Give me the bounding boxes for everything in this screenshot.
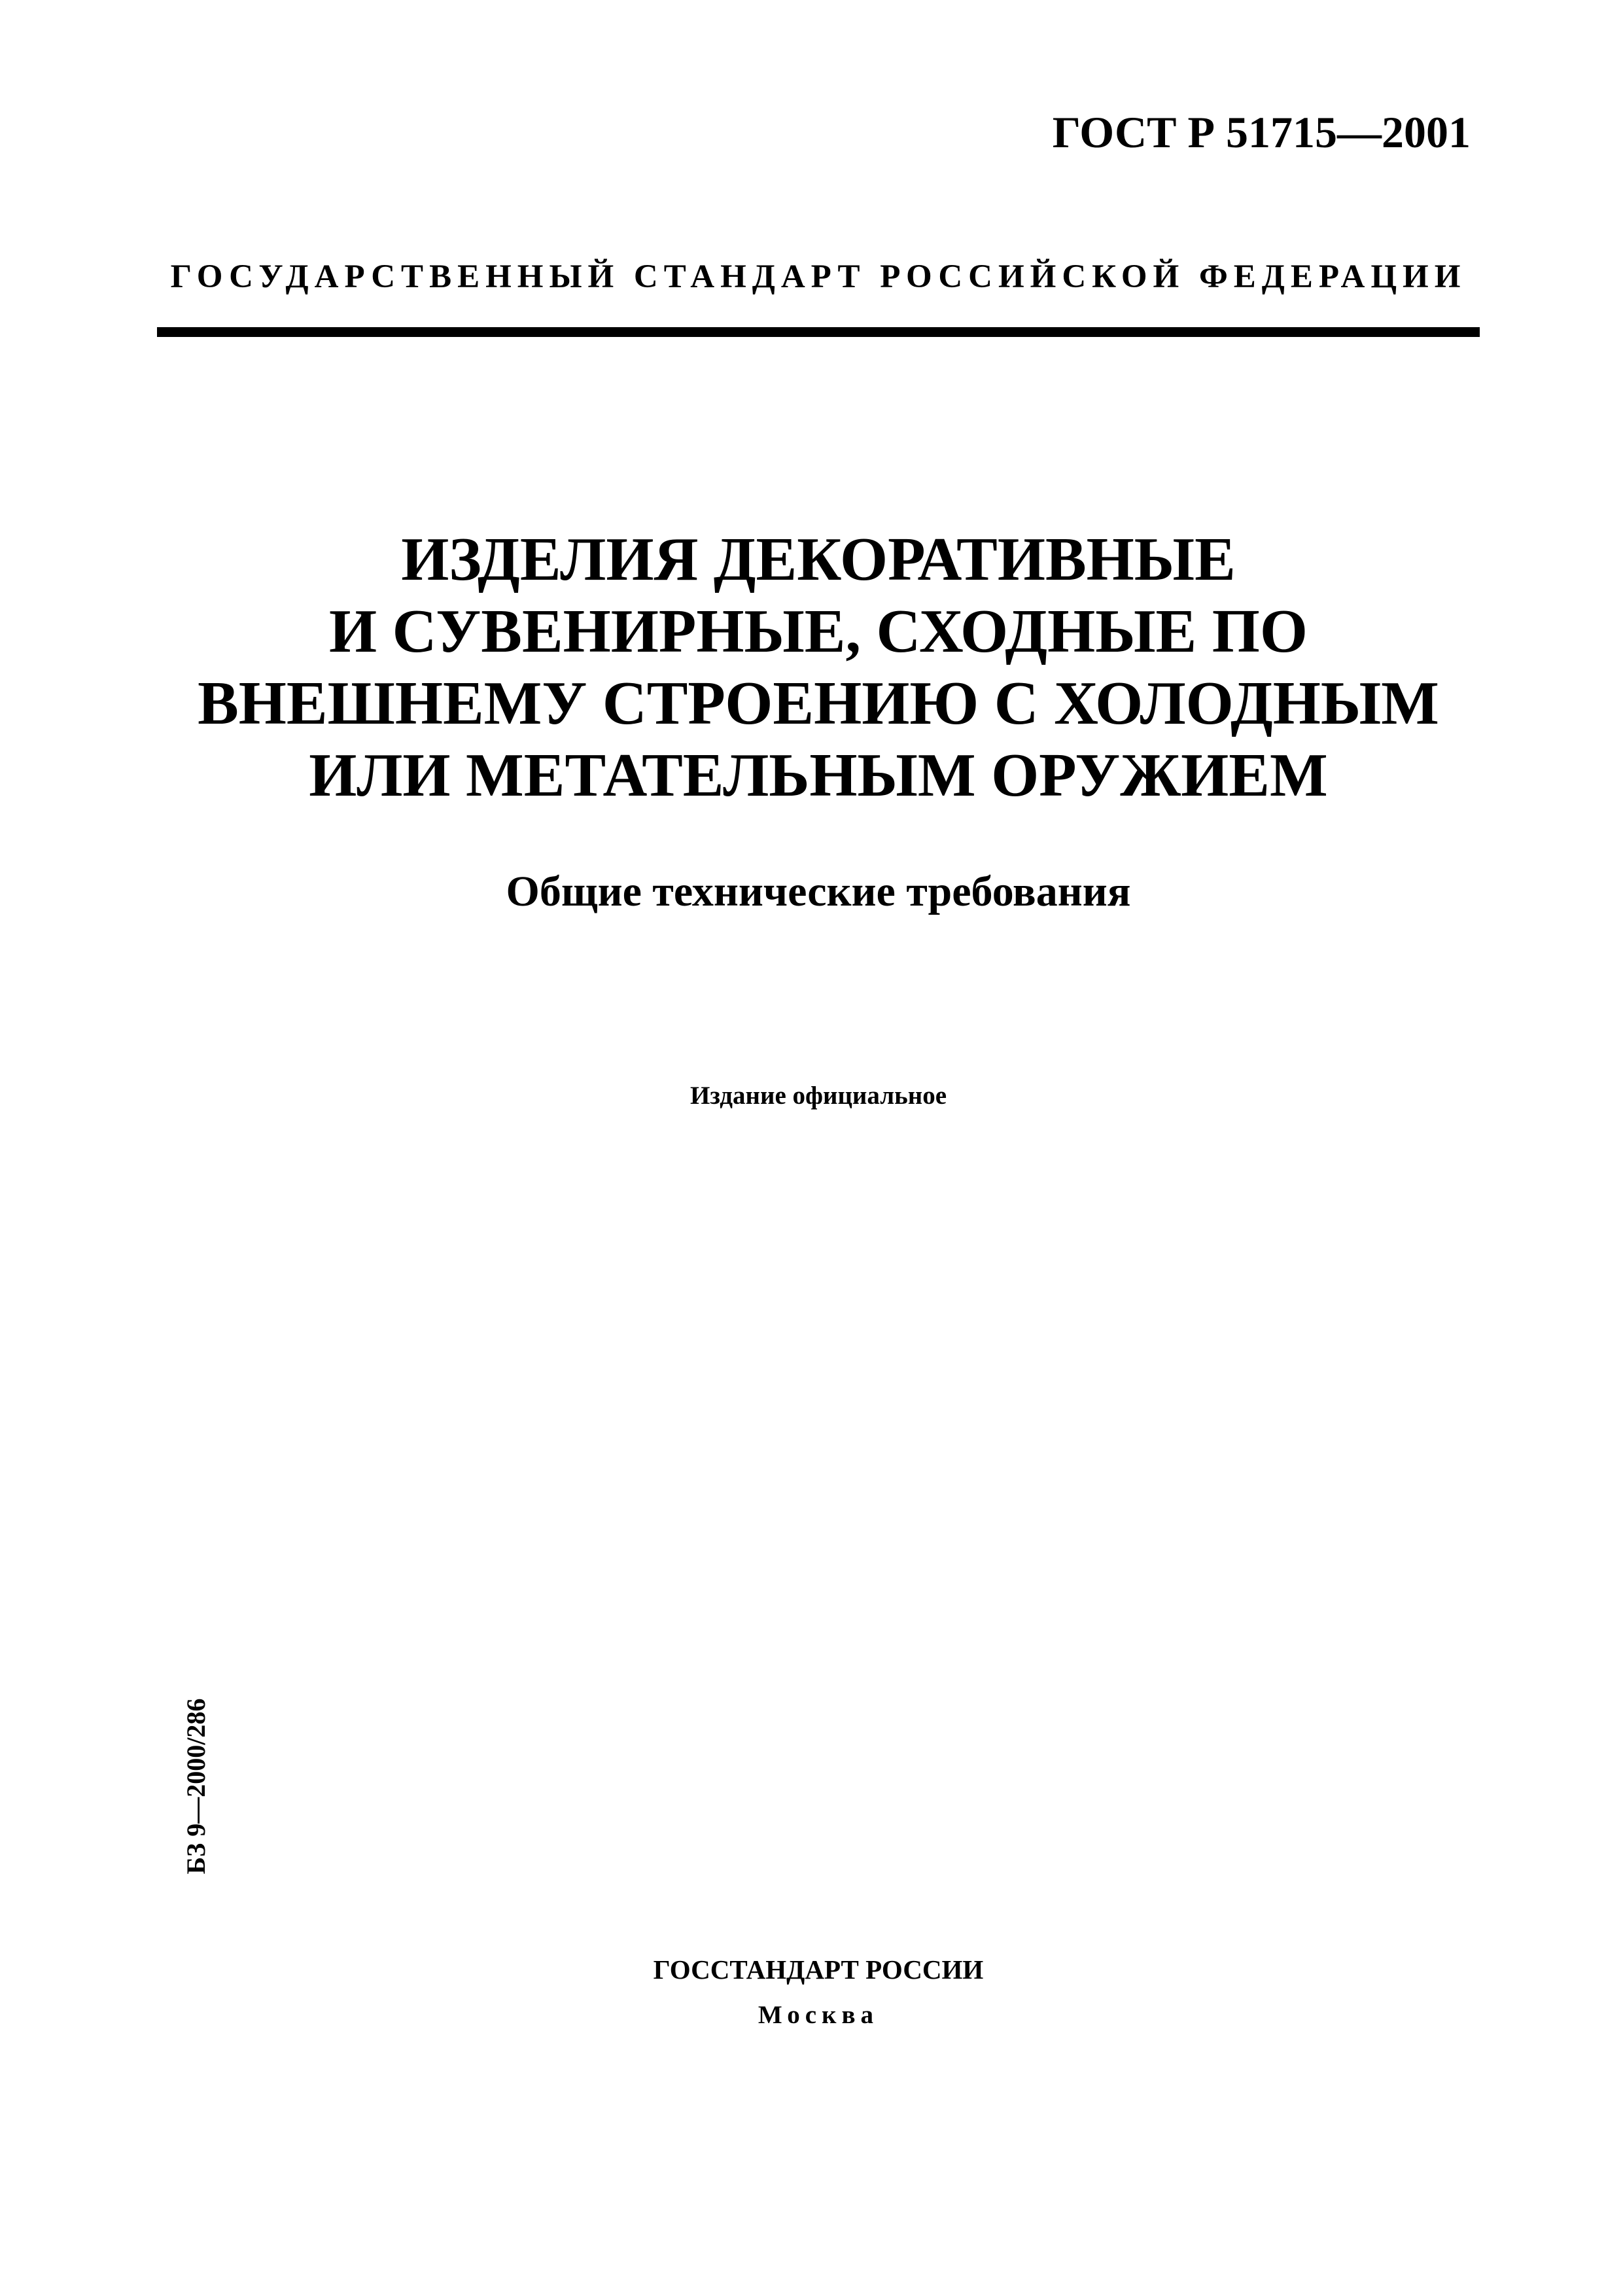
title-line-3: ВНЕШНЕМУ СТРОЕНИЮ С ХОЛОДНЫМ xyxy=(198,669,1439,737)
side-code: БЗ 9—2000/286 xyxy=(181,1698,211,1875)
standard-header: ГОСУДАРСТВЕННЫЙ СТАНДАРТ РОССИЙСКОЙ ФЕДЕРАЦИИ xyxy=(170,258,1467,295)
title-line-4: ИЛИ МЕТАТЕЛЬНЫМ ОРУЖИЕМ xyxy=(309,741,1328,809)
document-subtitle: Общие технические требования xyxy=(506,868,1131,915)
document-number: ГОСТ Р 51715—2001 xyxy=(1052,107,1471,157)
title-line-2: И СУВЕНИРНЫЕ, СХОДНЫЕ ПО xyxy=(329,597,1308,665)
title-line-1: ИЗДЕЛИЯ ДЕКОРАТИВНЫЕ xyxy=(401,525,1236,593)
header-divider xyxy=(157,327,1480,337)
publisher-name: ГОССТАНДАРТ РОССИИ xyxy=(653,1954,984,1985)
edition-label: Издание официальное xyxy=(689,1082,947,1110)
publisher-city: Москва xyxy=(758,2001,879,2029)
document-title xyxy=(157,523,1480,811)
